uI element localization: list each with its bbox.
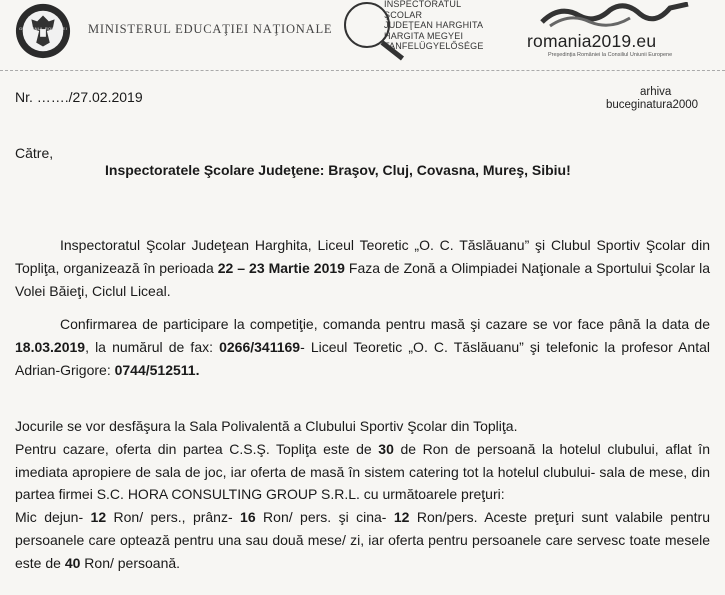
paragraph-organizers xyxy=(15,234,710,304)
phone-number: 0744/512511. xyxy=(114,362,200,379)
header-divider xyxy=(0,70,725,71)
all-meals-price: 40 xyxy=(64,554,81,571)
addressee-line: Inspectoratele Şcolare Judeţene: Braşov, Cluj, Covasna, Mureş, Sibiu! xyxy=(105,162,571,178)
para1-text: Inspectoratul Şcolar Judeţean Harghita, Liceul Teoretic „O. C. Tăslăuanu” şi Clubul Sportiv Şcolar din Topliţa, organizează în perioada xyxy=(15,237,710,277)
paragraph-accommodation xyxy=(15,415,710,575)
isj-harghita-logo xyxy=(338,0,498,60)
room-price: 30 xyxy=(378,440,394,457)
meal-text-f: Ron/pers. Aceste preţuri sunt valabile pentru persoanele care optează pentru una sau două mese/ zi, iar oferta pentru persoanele care servesc toate mesele este de xyxy=(15,509,710,571)
para2-text-phone: - Liceul Teoretic „O. C. Tăslăuanu” şi telefonic la profesor Antal Adrian-Grigore: xyxy=(15,339,710,379)
presidency-swoosh-icon xyxy=(540,2,690,30)
meal-text-e: Ron/ pers. şi cina- xyxy=(255,509,394,526)
para1-text-end: Faza de Zonă a Olimpiadei Naţionale a Sportului Şcolar la Volei Băieţi, Ciclul Liceal. xyxy=(15,260,711,300)
meal-text-d: Ron/ pers., prânz- xyxy=(106,509,241,526)
presidency-subtitle: Preşedinţia României la Consiliul Uniunii Europene xyxy=(548,52,673,58)
presidency-logo-text: romania2019.eu xyxy=(527,31,657,51)
lunch-price: 16 xyxy=(240,509,256,526)
archive-label: arhiva xyxy=(640,86,672,98)
para2-text: Confirmarea de participare la competiţie, comanda pentru masă şi cazare se vor face până la data de xyxy=(60,316,710,332)
deadline-date: 18.03.2019 xyxy=(15,339,86,356)
meal-text-g: Ron/ persoană. xyxy=(80,554,181,571)
accom-text: Pentru cazare, oferta din partea C.S.Ş. Topliţa este de xyxy=(15,440,379,457)
isj-line: TANFELÜGYELŐSÉGE xyxy=(384,41,484,51)
fax-number: 0266/341169 xyxy=(219,339,301,356)
venue-line: Jocurile se vor desfăşura la Sala Polivalentă a Clubului Sportiv Şcolar din Topliţa. xyxy=(15,418,518,434)
isj-line: INSPECTORATUL ŞCOLAR xyxy=(384,0,461,20)
romania-coat-of-arms-seal xyxy=(14,2,72,60)
meal-text: Mic dejun- xyxy=(15,509,91,526)
letterhead xyxy=(0,0,725,62)
ministry-name: MINISTERUL EDUCAŢIEI NAŢIONALE xyxy=(88,22,333,36)
dinner-price: 12 xyxy=(393,509,410,526)
breakfast-price: 12 xyxy=(90,509,107,526)
isj-logo-text xyxy=(384,0,498,52)
reference-number: Nr. ……./27.02.2019 xyxy=(15,89,143,105)
paragraph-confirmation xyxy=(15,313,710,383)
para2-text-fax: , la numărul de fax: xyxy=(85,339,220,356)
accom-text-b: de Ron de persoană la hotelul clubului, aflat în imediata apropiere de sala de joc, iar oferta de masă în sistem catering tot la hotelul clubului- sala de mese, din partea firmei S.C. HORA CONSULTING GROUP S.R.L. cu următoarele preţuri: xyxy=(15,440,710,503)
seal-text: GUVERNUL ROMÂNIEI xyxy=(18,26,68,31)
archive-source: buceginatura2000 xyxy=(606,99,699,111)
isj-line: JUDEŢEAN HARGHITA xyxy=(384,20,484,30)
isj-line: HARGITA MEGYEI xyxy=(384,30,464,41)
event-dates: 22 – 23 Martie 2019 xyxy=(217,260,345,277)
salutation: Către, xyxy=(15,145,54,161)
